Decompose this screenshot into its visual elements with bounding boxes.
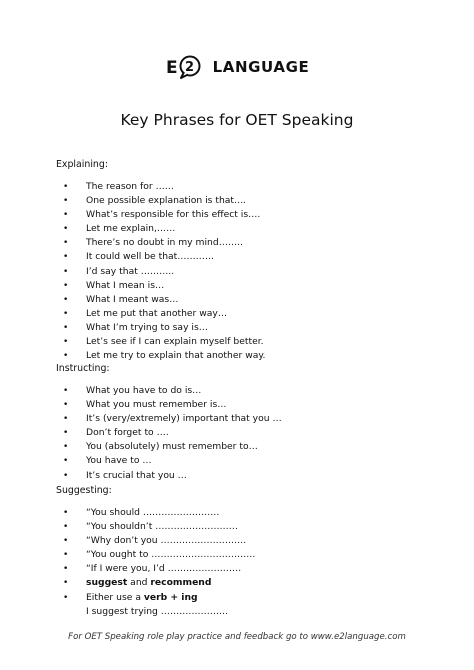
- bullet-icon: •: [63, 564, 69, 575]
- svg-text:E: E: [165, 58, 178, 78]
- bullet-icon: •: [63, 442, 69, 453]
- bullet-icon: •: [63, 456, 69, 467]
- bullet-icon: •: [63, 386, 69, 396]
- bullet-icon: •: [63, 280, 69, 291]
- bullet-icon: •: [63, 414, 69, 425]
- list-item: • What I’m trying to say is…: [56, 321, 436, 335]
- list-item: • “If I were you, I’d ……………………: [56, 562, 436, 576]
- list-item: • Let me try to explain that another way.: [56, 349, 436, 363]
- list-item: • Let me put that another way…: [56, 307, 436, 321]
- list-item: • What I mean is…: [56, 279, 436, 293]
- bullet-icon: •: [63, 210, 69, 221]
- bullet-icon: •: [63, 400, 69, 411]
- bullet-icon: •: [63, 252, 69, 263]
- section-heading: Instructing:: [56, 363, 110, 374]
- bullet-icon: •: [63, 224, 69, 235]
- svg-text:2: 2: [184, 60, 194, 75]
- phrase-list: [56, 180, 436, 363]
- list-item: • What you must remember is…: [56, 398, 436, 412]
- footer-note: For OET Speaking role play practice and feedback go to www.e2language.com: [68, 632, 406, 642]
- list-item: • Let’s see if I can explain myself better.: [56, 335, 436, 349]
- bullet-icon: •: [63, 351, 69, 362]
- list-item: • One possible explanation is that….: [56, 194, 436, 208]
- page-title: Key Phrases for OET Speaking: [120, 111, 354, 129]
- bullet-icon: •: [63, 470, 69, 481]
- list-item: • “You shouldn’t ………………………: [56, 520, 436, 534]
- list-item-continuation: I suggest trying ………………….: [86, 605, 229, 617]
- list-item: • What I meant was…: [56, 293, 436, 307]
- section-heading: Suggesting:: [56, 485, 112, 496]
- list-item: • It’s (very/extremely) important that you …: [56, 412, 436, 426]
- logo-wordmark: LANGUAGE: [212, 57, 310, 76]
- list-item: • Let me explain,……: [56, 222, 436, 236]
- bullet-icon: •: [63, 266, 69, 277]
- list-item: • “Why don’t you ……………………….: [56, 534, 436, 548]
- bullet-icon: •: [63, 522, 69, 533]
- bullet-icon: •: [63, 322, 69, 333]
- phrase-list: [56, 384, 436, 483]
- list-item: • You have to …: [56, 454, 436, 468]
- list-item: • There’s no doubt in my mind……..: [56, 236, 436, 250]
- list-item: • It’s crucial that you …: [56, 469, 436, 483]
- list-item: • What’s responsible for this effect is….: [56, 208, 436, 222]
- bullet-icon: •: [63, 294, 69, 305]
- bullet-icon: •: [63, 536, 69, 547]
- brand-logo: [0, 54, 474, 80]
- list-item: • The reason for ……: [56, 180, 436, 194]
- list-item: • “You should …………………….: [56, 506, 436, 520]
- list-item: • suggest and recommend: [56, 576, 436, 590]
- list-item: • Either use a verb + ing: [56, 591, 436, 605]
- phrase-list: [56, 506, 436, 619]
- e2-speech-bubble-icon: [165, 55, 211, 79]
- list-item: • What you have to do is…: [56, 384, 436, 398]
- bullet-icon: •: [63, 428, 69, 439]
- list-item: • “You ought to …………………………….: [56, 548, 436, 562]
- section-suggesting: [56, 485, 436, 619]
- list-item: • Don’t forget to ….: [56, 426, 436, 440]
- section-explaining: [56, 159, 436, 363]
- bullet-icon: •: [63, 508, 69, 518]
- section-heading: Explaining:: [56, 159, 108, 170]
- bullet-icon: •: [63, 550, 69, 561]
- list-item: • You (absolutely) must remember to…: [56, 440, 436, 454]
- bullet-icon: •: [63, 592, 69, 603]
- bullet-icon: •: [63, 337, 69, 348]
- bullet-icon: •: [63, 238, 69, 249]
- bullet-icon: •: [63, 308, 69, 319]
- list-item: • I’d say that ………..: [56, 265, 436, 279]
- bullet-icon: •: [63, 182, 69, 192]
- bullet-icon: •: [63, 196, 69, 207]
- section-instructing: [56, 363, 436, 483]
- list-item: • It could well be that…………: [56, 250, 436, 264]
- bullet-icon: •: [63, 578, 69, 589]
